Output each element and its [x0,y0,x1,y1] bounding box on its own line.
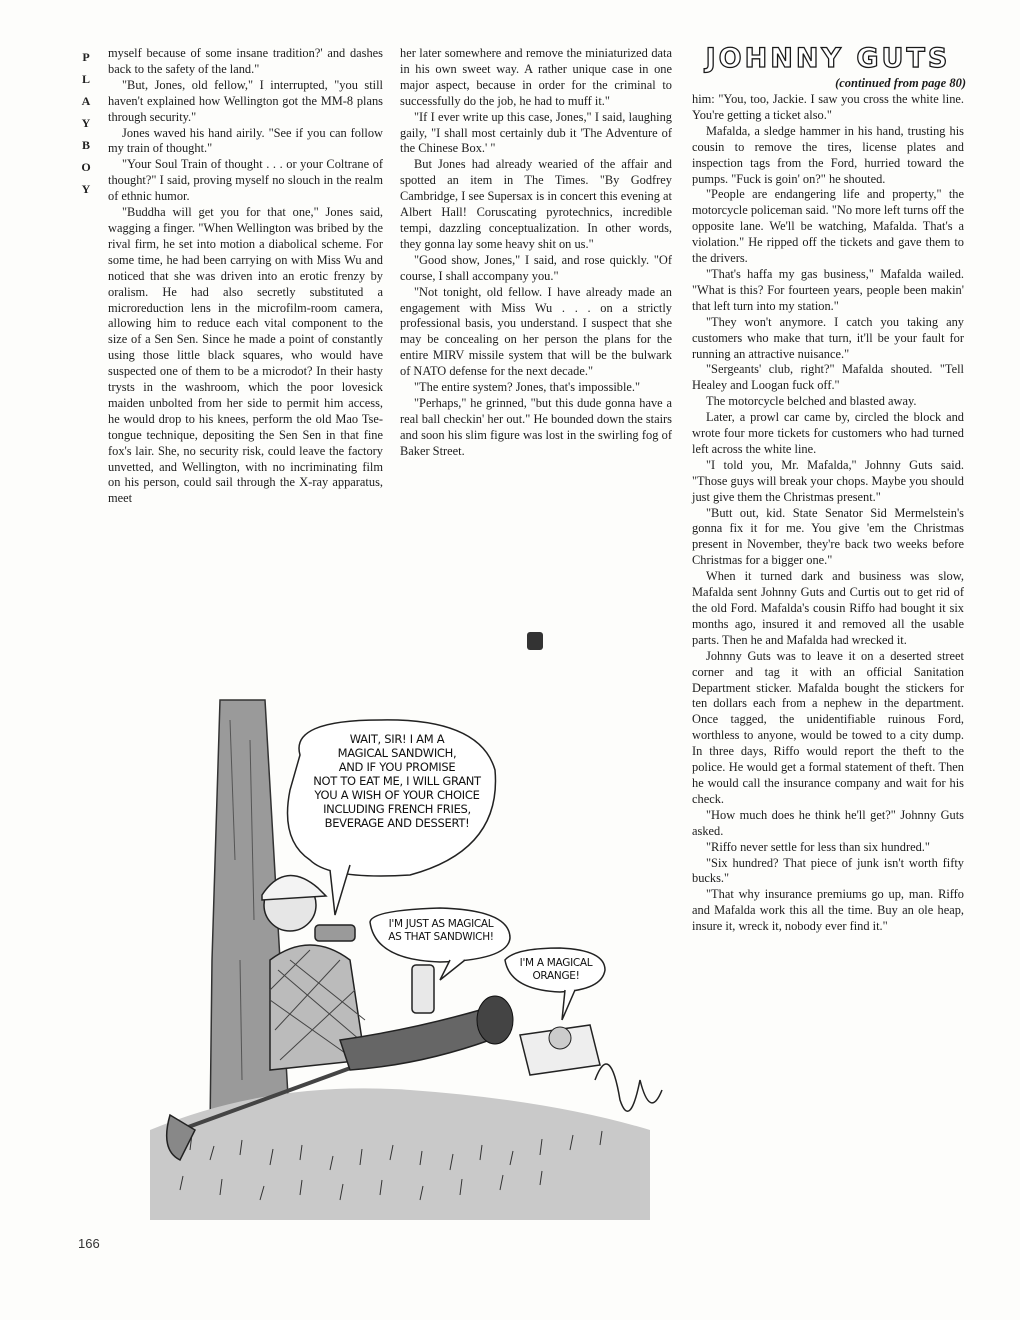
paragraph: "Not tonight, old fellow. I have already made an engagement with Miss Wu . . . on a strictly professional basis, you understand. I suspect that she may be concealing on her person the plans for the entire MIRV missile system that will be the bulwark of NATO defense for the next decade." [400,284,672,379]
paragraph: "That why insurance premiums go up, man. Riffo and Mafalda work this all the time. Buy an ole heap, insure it, wreck it, nobody ever find it." [692,887,964,934]
paragraph: When it turned dark and business was slow, Mafalda sent Johnny Guts and Curtis out to get rid of the old Ford. Mafalda's cousin Riffo had bought it six months ago, insured it and removed all the usable parts. Then he and Mafalda had wrecked it. [692,569,964,647]
grass-ground [150,1088,650,1220]
paragraph: "Sergeants' club, right?" Mafalda shouted. "Tell Healey and Loogan fuck off." [692,362,964,393]
sandwich [315,925,355,941]
story-end-mark-icon [527,632,543,650]
text-column-left [108,46,383,507]
logo-letter: O [81,160,91,174]
paragraph: "But, Jones, old fellow," I interrupted, "you still haven't explained how Wellington got the MM-8 plans through security." [108,77,383,124]
bubble-line: YOU A WISH OF YOUR CHOICE [314,788,480,802]
bubble-line: AND IF YOU PROMISE [338,760,456,774]
bubble-line: ORANGE! [532,970,580,982]
bubble-text-sandwich [292,732,502,830]
paragraph: "If I ever write up this case, Jones," I said, laughing gaily, "I shall most certainly dub it 'The Adventure of the Chinese Box.' " [400,109,672,156]
vertical-magazine-logo [76,46,96,200]
cartoon-illustration [150,660,680,1220]
thermos [412,965,434,1013]
logo-letter: A [81,94,91,108]
logo-letter: Y [81,182,91,196]
boot [477,996,513,1044]
paragraph: "They won't anymore. I catch you taking any customers who make that turn, it'll be your fault for running an attractive nuisance." [692,314,964,361]
orange [549,1027,571,1049]
man-legs [340,1010,490,1070]
paragraph: "How much does he think he'll get?" Johnny Guts asked. [692,807,964,838]
story-title: JOHNNY GUTS [705,43,951,74]
bubble-line: AS THAT SANDWICH! [388,931,494,943]
paragraph: "Butt out, kid. State Senator Sid Mermelstein's gonna fix it for me. You give 'em the Christmas present in November, they're back two weeks before Christmas for a bigger one." [692,505,964,568]
bubble-line: MAGICAL SANDWICH, [337,746,457,760]
bubble-line: I'M A MAGICAL [519,957,593,969]
logo-letter: L [81,72,90,86]
text-column-right [692,92,964,935]
page-number: 166 [78,1236,100,1251]
paragraph: "Riffo never settle for less than six hundred." [706,839,930,854]
paragraph: Later, a prowl car came by, circled the block and wrote four more tickets for customers who had turned left across the white line. [692,410,964,456]
bubble-text-man [372,918,510,944]
paragraph: The motorcycle belched and blasted away. [706,394,917,409]
paragraph: Johnny Guts was to leave it on a deserted street corner and tag it with an official Sanitation Department sticker. Mafalda bought the stickers for ten dollars each from a nephew in the department. Once tagged, the unidentifiable ruinous Ford, worthless to anyone, would be towed to a city dump. In three days, Riffo would report the theft to the police. He would get a formal statement of theft. Then he would call the insurance company and wait for his check. [692,648,964,806]
paragraph: But Jones had already wearied of the affair and spotted an item in The Times. "By Godfrey Cambridge, I see Supersax is in concert this evening at Albert Hall! Coruscating pyrotechnics, incredible tempi, dazzling conceptualization. In other words, they gonna lay some heavy shit on us." [400,157,672,251]
paragraph: "Your Soul Train of thought . . . or your Coltrane of thought?" I said, proving myself no slouch in the realm of ethnic humor. [108,157,383,204]
logo-letter: P [82,50,90,64]
bubble-line: NOT TO EAT ME, I WILL GRANT [313,774,481,788]
paragraph: him: "You, too, Jackie. I saw you cross the white line. You're getting a ticket also." [692,92,964,122]
paragraph: myself because of some insane tradition?' and dashes back to the safety of the land." [108,46,383,76]
paragraph: "Buddha will get you for that one," Jones said, wagging a finger. "When Wellington was bribed by the rival firm, he set into motion a diabolical scheme. For some time, he had been carrying on with Miss Wu and noticed that she was driven into an erotic frenzy by oralism. He had also secretly substituted a microreduction lens in the microfilm-room camera, allowing him to reduce each vital component to the size of a Sen Sen. Since he made a point of constantly using those little black squares, who would have suspected one of them to be a microdot? In their hasty trysts in the washroom, which the poor lovesick maiden unbolted from her side to permit him access, he would drop to his knees, perform the old Mao Tse-tongue technique, depositing the Sen Sen in that fine fox's lair. She, no security risk, could leave the factory unvetted, and Wellington, with no incriminating film on his person, could sail through the X-ray apparatus, meet [108,205,383,506]
signature-scribble [595,1064,662,1111]
bubble-line: BEVERAGE AND DESSERT! [324,816,470,830]
logo-letter: B [81,138,90,152]
paragraph: her later somewhere and remove the miniaturized data in his own sweet way. A rather unique case in one major aspect, because in order for the criminal to successfully do the job, he had to muff it." [400,46,672,108]
paragraph: "Good show, Jones," I said, and rose quickly. "Of course, I shall accompany you." [400,252,672,283]
paragraph: "Perhaps," he grinned, "but this dude gonna have a real ball checkin' her out." He bounded down the stairs and soon his slim figure was lost in the swirling fog of Baker Street. [400,395,672,458]
paragraph: "People are endangering life and property," the motorcycle policeman said. "No more left turns off the opposite lane. We'll be watching, Mafalda. That's a violation." He ripped off the tickets and gave them to the drivers. [692,187,964,266]
text-column-middle [400,46,672,460]
continued-note: (continued from page 80) [835,76,966,90]
bubble-line: WAIT, SIR! I AM A [349,732,445,746]
paragraph: "I told you, Mr. Mafalda," Johnny Guts said. "Those guys will break your chops. Maybe you should just give them the Christmas present." [692,457,964,504]
bubble-line: I'M JUST AS MAGICAL [388,918,494,930]
paragraph: Mafalda, a sledge hammer in his hand, trusting his cousin to remove the tires, license plates and inspection tags from the Ford, hurried toward the pumps. "Fuck is goin' on?" he shouted. [692,123,964,186]
bubble-text-orange [507,957,605,983]
paragraph: Jones waved his hand airily. "See if you can follow my train of thought." [108,125,383,156]
paragraph: "Six hundred? That piece of junk isn't worth fifty bucks." [692,855,964,886]
logo-letter: Y [81,116,91,130]
paragraph: "That's haffa my gas business," Mafalda wailed. "What is this? For fourteen years, people been makin' that left turn into my station." [692,266,964,313]
paragraph: "The entire system? Jones, that's impossible." [414,380,641,395]
bubble-line: INCLUDING FRENCH FRIES, [323,802,471,816]
